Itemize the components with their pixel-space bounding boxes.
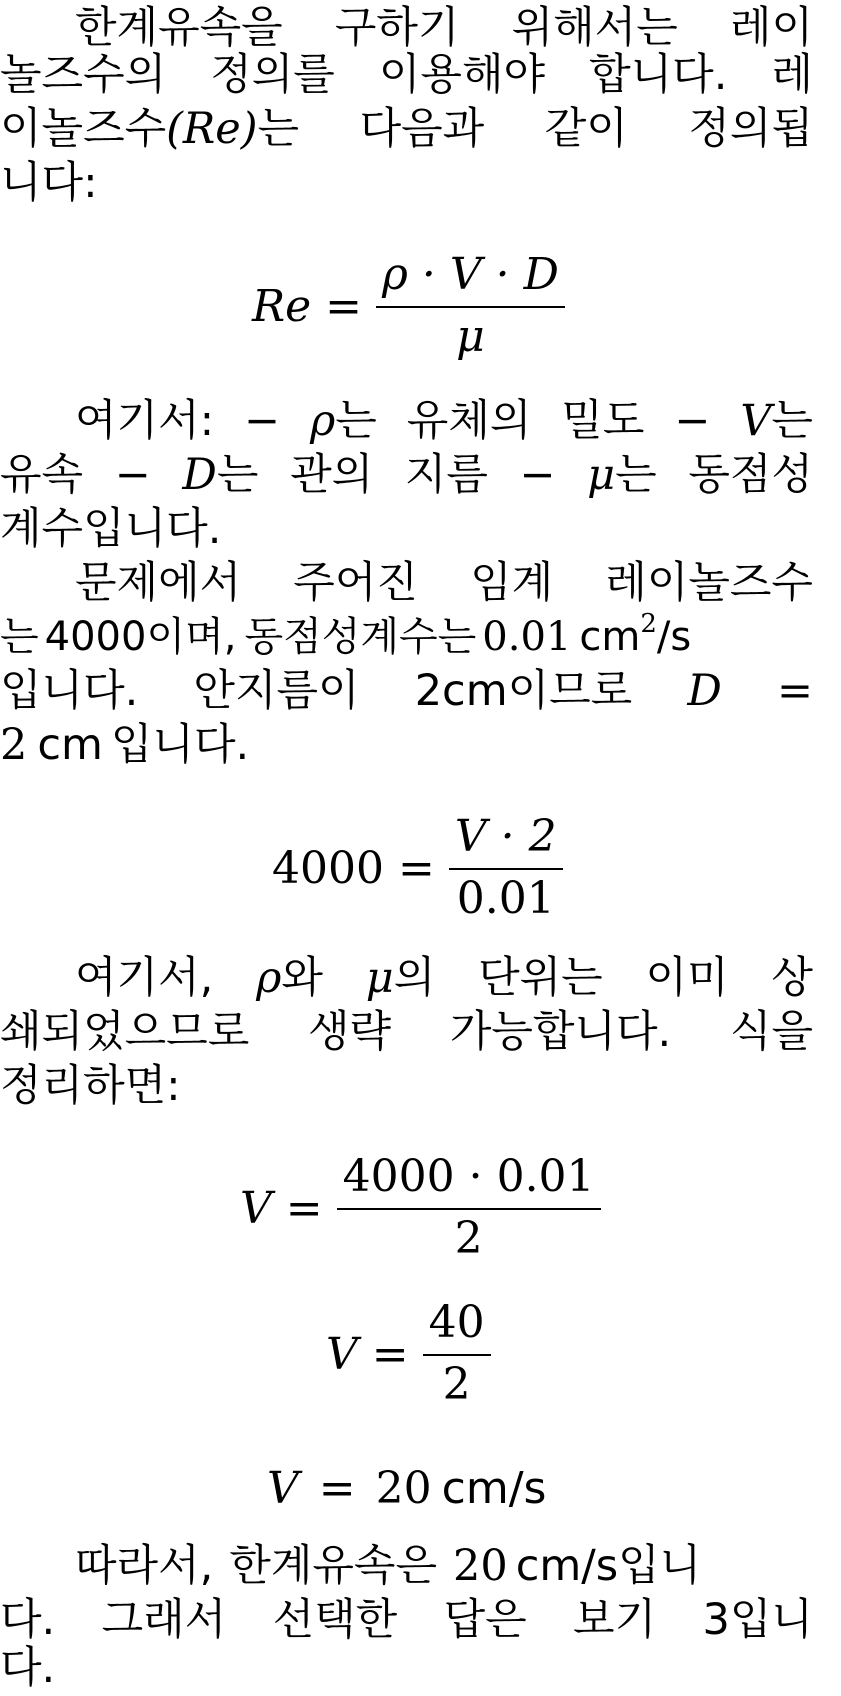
text: 레이놀즈수 <box>605 558 813 608</box>
paragraph-3-line-3 <box>0 663 813 719</box>
text: μ의 <box>365 953 436 1003</box>
equation-4000 <box>272 812 563 924</box>
paragraph-3-line-1 <box>0 555 813 611</box>
text: 임계 <box>470 558 554 608</box>
text: 같이 <box>544 104 628 154</box>
text: 상 <box>771 953 813 1003</box>
fraction <box>449 812 563 924</box>
text: 놀즈수의 <box>0 50 167 100</box>
fraction-numerator: ρ · V · D <box>376 250 565 308</box>
text: 이놀즈수(Re)는 <box>0 104 300 154</box>
fraction <box>337 1152 601 1264</box>
result-value: 20 <box>375 1462 432 1514</box>
paragraph-1-line-4: 니다: <box>0 158 98 208</box>
text: 단위는 <box>478 953 603 1003</box>
text: 여기서, <box>75 953 214 1003</box>
equation-v-1 <box>240 1152 601 1264</box>
equation-v-result <box>267 1458 546 1518</box>
text: 구하기 <box>334 3 460 53</box>
text: 레 <box>771 50 813 100</box>
text: 관의 <box>290 450 374 500</box>
text: 입니다. <box>0 666 139 716</box>
fraction <box>423 1298 491 1410</box>
text: 지름 <box>404 450 488 500</box>
paragraph-5-line-1: 따라서, 한계유속은 20 cm/s입니 <box>75 1541 702 1591</box>
paragraph-4-line-2 <box>0 1004 813 1060</box>
text: 생략 <box>307 1007 392 1057</box>
equation-lhs: V <box>267 1462 299 1514</box>
text: 가능합니다. <box>449 1007 672 1057</box>
equation-v-2 <box>326 1298 491 1410</box>
text: − <box>114 450 151 500</box>
fraction-denominator: 0.01 <box>456 873 555 924</box>
paragraph-5-line-3: 다. <box>0 1643 56 1693</box>
text: 정의됩 <box>688 104 813 154</box>
paragraph-3-line-2: 는 4000이며, 동점성계수는 0.01 $cm^2/s$ <box>0 609 692 660</box>
fraction-numerator: 4000 · 0.01 <box>337 1152 601 1210</box>
text: 다음과 <box>359 104 485 154</box>
paragraph-2-line-1 <box>0 393 813 449</box>
text: 3입니 <box>702 1595 813 1645</box>
text: 선택한 <box>272 1595 398 1645</box>
text: 위해서는 <box>511 3 678 53</box>
text: 정의를 <box>210 50 335 100</box>
text: D <box>687 666 722 716</box>
text: − <box>519 450 556 500</box>
text: 한계유속을 <box>75 3 283 53</box>
paragraph-2-line-2 <box>0 447 813 503</box>
fraction <box>376 250 565 362</box>
text: = <box>776 666 813 716</box>
text: 유속 <box>0 450 84 500</box>
text: 레이 <box>729 3 813 53</box>
fraction-denominator: 2 <box>454 1213 483 1264</box>
text: 합니다. <box>589 50 728 100</box>
text: 밀도 <box>561 396 645 446</box>
equation-reynolds <box>252 250 565 362</box>
text: 다. <box>0 1595 56 1645</box>
text: 2cm이므로 <box>414 666 633 716</box>
text: 문제에서 <box>75 558 242 608</box>
equation-lhs: 4000 = <box>272 842 435 894</box>
paragraph-1-line-2 <box>0 47 813 103</box>
text: 이용해야 <box>378 50 546 100</box>
text: 동점성 <box>688 450 813 500</box>
text: 식을 <box>729 1007 813 1057</box>
re-symbol: (Re) <box>166 104 258 154</box>
text: 여기서: <box>75 396 215 446</box>
fraction-numerator: V · 2 <box>449 812 563 870</box>
equation-lhs: V = <box>240 1182 323 1234</box>
text: 안지름이 <box>193 666 360 716</box>
text: V는 <box>740 396 813 446</box>
paragraph-2-line-3: 계수입니다. <box>0 504 222 554</box>
text: − <box>244 396 281 446</box>
equation-lhs: V = <box>326 1328 409 1380</box>
equation-lhs: Re = <box>252 280 363 332</box>
fraction-denominator: μ <box>456 311 485 362</box>
text: 답은 <box>443 1595 527 1645</box>
result-unit: cm/s <box>441 1462 547 1514</box>
text: ρ는 <box>310 396 377 446</box>
text: − <box>674 396 711 446</box>
equals-sign: = <box>318 1462 356 1514</box>
fraction-numerator: 40 <box>423 1298 491 1356</box>
text: 유체의 <box>406 396 532 446</box>
text: 주어진 <box>293 558 418 608</box>
text: 보기 <box>573 1595 657 1645</box>
text: μ는 <box>587 450 657 500</box>
text: 이미 <box>645 953 729 1003</box>
text: ρ와 <box>256 953 323 1003</box>
text: D는 <box>182 450 259 500</box>
paragraph-4-line-3: 정리하면: <box>0 1061 181 1111</box>
fraction-denominator: 2 <box>442 1359 471 1410</box>
paragraph-4-line-1 <box>0 950 813 1006</box>
paragraph-3-line-4: 2 cm 입니다. <box>0 720 250 770</box>
paragraph-1-line-3 <box>0 101 813 157</box>
text: 쇄되었으므로 <box>0 1007 250 1057</box>
text: 그래서 <box>101 1595 227 1645</box>
